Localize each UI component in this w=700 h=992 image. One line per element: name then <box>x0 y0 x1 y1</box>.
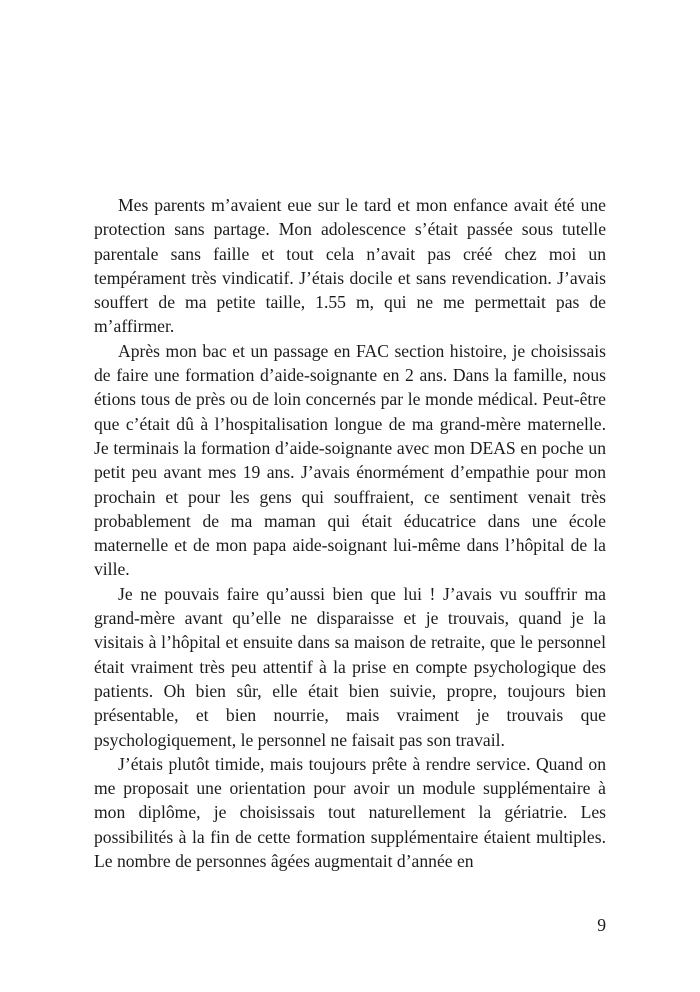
page-number: 9 <box>597 915 606 935</box>
paragraph-2: Après mon bac et un passage en FAC section histoire, je choisissais de faire une formation d’aide-soignante en 2 ans. Dans la famille, nous étions tous de près ou de loin concernés par le monde médical. Peut-être que c’était dû à l’hospitalisation longue de ma grand-mère maternelle. Je terminais la formation d’aide-soignante avec mon DEAS en poche un petit peu avant mes 19 ans. J’avais énormément d’empathie pour mon prochain et pour les gens qui souffraient, ce sentiment venait très probablement de ma maman qui était éducatrice dans une école maternelle et de mon papa aide-soignant lui-même dans l’hôpital de la ville. <box>94 340 606 580</box>
paragraph-4: J’étais plutôt timide, mais toujours prête à rendre service. Quand on me proposait une orientation pour avoir un module supplémentaire à mon diplôme, je choisissais tout naturellement la gériatrie. Les possibilités à la fin de cette formation supplémentaire étaient multiples. Le nombre de personnes âgées augmentait d’année en <box>94 753 606 872</box>
body-text <box>94 193 606 873</box>
paragraph-3: Je ne pouvais faire qu’aussi bien que lui ! J’avais vu souffrir ma grand-mère avant qu’elle ne disparaisse et je trouvais, quand je la visitais à l’hôpital et ensuite dans sa maison de retraite, que le personnel était vraiment très peu attentif à la prise en compte psychologique des patients. Oh bien sûr, elle était bien suivie, propre, toujours bien présentable, et bien nourrie, mais vraiment je trouvais que psychologiquement, le personnel ne faisait pas son travail. <box>94 583 606 750</box>
paragraph-1: Mes parents m’avaient eue sur le tard et mon enfance avait été une protection sans partage. Mon adolescence s’était passée sous tutelle parentale sans faille et tout cela n’avait pas créé chez moi un tempérament très vindicatif. J’étais docile et sans revendication. J’avais souffert de ma petite taille, 1.55 m, qui ne me permettait pas de m’affirmer. <box>94 195 606 337</box>
